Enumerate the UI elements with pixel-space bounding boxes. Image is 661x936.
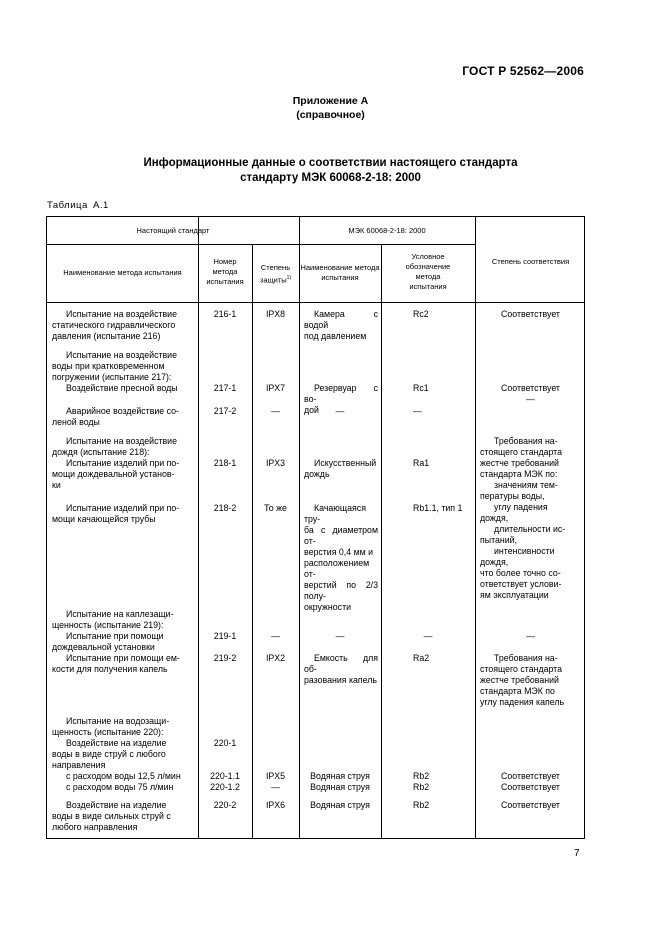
- cell-number: 217-2: [213, 406, 237, 416]
- cell-text-line: стандарта МЭК по:: [480, 469, 558, 479]
- cell-iec-code: Rb2: [413, 800, 430, 810]
- cell-text-line: испытания: [206, 277, 244, 286]
- cell-text-line: дой: [304, 405, 319, 415]
- cell-text-line: ки: [52, 480, 61, 490]
- cell-text-line: испытания: [321, 273, 359, 282]
- cell-protection: —: [271, 631, 280, 641]
- cell-text-line: Качающаяся тру-: [304, 503, 366, 524]
- cell-number: 218-1: [213, 458, 237, 468]
- cell-text-line: воды в виде сильных струй с: [52, 811, 171, 821]
- cell-text-line: Требования на-: [494, 653, 558, 663]
- cell-text-line: Испытание изделий при по-: [66, 458, 180, 468]
- col-header-conformity: Степень соответствия: [491, 257, 570, 266]
- cell-number: 220-1: [213, 738, 237, 748]
- cell-iec-method: Водяная струя: [310, 800, 370, 810]
- cell-text-line: —: [526, 394, 535, 404]
- cell-number: 220-1.1: [210, 771, 240, 781]
- cell-text-line: ответствует услови-: [480, 579, 562, 589]
- col-header-number: [198, 257, 252, 287]
- cell-text-line: дождевальной установки: [52, 642, 155, 652]
- cell-text-line: ям эксплуатации: [480, 590, 549, 600]
- cell-text-line: углу падения капель: [480, 697, 565, 707]
- cell-method: [52, 609, 194, 653]
- cell-conformity: Соответствует: [501, 771, 560, 781]
- cell-text-line: верстий по 2/3 полу-: [304, 580, 378, 601]
- cell-iec-code: Rb2: [413, 771, 430, 781]
- cell-text-line: дождя (испытание 218):: [52, 447, 150, 457]
- col-header-protection: [252, 263, 299, 286]
- cell-text-line: Воздействие на изделие: [66, 738, 167, 748]
- cell-text-line: Испытание на водозащи-: [66, 716, 170, 726]
- cell-method: [52, 350, 194, 394]
- cell-text-line: Условное: [411, 252, 445, 261]
- cell-text-line: направления: [52, 760, 106, 770]
- cell-conformity: —: [526, 631, 535, 641]
- cell-iec-method: Водяная струя: [310, 771, 370, 781]
- cell-text-line: защиты: [259, 275, 287, 285]
- cell-text-line: Испытание на воздействие: [66, 436, 177, 446]
- cell-method: [52, 716, 194, 771]
- cell-text-line: метода: [415, 272, 441, 281]
- cell-number: 216-1: [213, 309, 237, 319]
- cell-number: 217-1: [213, 383, 237, 393]
- group-header-right: МЭК 60068-2-18: 2000: [348, 226, 426, 235]
- cell-iec-code: Rb1.1, тип 1: [413, 503, 463, 513]
- col-divider: [299, 217, 300, 838]
- cell-conformity: [475, 383, 586, 405]
- cell-text-line: Номер: [213, 257, 237, 266]
- cell-text-line: интенсивности: [494, 546, 555, 556]
- col-header-iec-code: [381, 252, 475, 292]
- cell-number: 218-2: [213, 503, 237, 513]
- cell-protection: IPX2: [265, 653, 286, 663]
- cell-conformity: Соответствует: [501, 782, 560, 792]
- cell-text-line: леной воды: [52, 417, 100, 427]
- appendix-note: (справочное): [296, 109, 365, 121]
- cell-text-line: Испытание на воздействие: [66, 350, 177, 360]
- cell-text-line: пературы воды,: [480, 491, 545, 501]
- cell-text-line: разования капель: [304, 675, 377, 685]
- cell-text-line: дождя,: [480, 557, 509, 567]
- cell-protection: IPX6: [265, 800, 286, 810]
- cell-text-line: длительности ис-: [494, 524, 566, 534]
- cell-method: [52, 503, 194, 525]
- cell-method: [52, 436, 194, 491]
- col-divider: [381, 244, 382, 838]
- header-bottom: [47, 302, 584, 303]
- cell-text-line: Аварийное воздействие со-: [66, 406, 179, 416]
- cell-protection: То же: [264, 503, 287, 513]
- cell-text-line: верстия 0,4 мм и: [304, 547, 374, 557]
- cell-method: [52, 309, 194, 342]
- cell-text-line: Степень: [260, 263, 291, 272]
- document-code: ГОСТ Р 52562—2006: [462, 64, 584, 78]
- cell-text-line: дождь: [304, 469, 330, 479]
- cell-conformity: Соответствует: [501, 800, 560, 810]
- cell-text-line: погружении (испытание 217):: [52, 372, 172, 382]
- cell-iec-method: [304, 458, 378, 480]
- cell-iec-code: Ra2: [413, 653, 430, 663]
- cell-iec-code: Ra1: [413, 458, 430, 468]
- cell-text-line: давления (испытание 216): [52, 331, 161, 341]
- cell-protection: —: [271, 406, 280, 416]
- cell-text-line: Камера с водой: [304, 309, 378, 330]
- cell-text-line: защиты$^{1)}$: [259, 275, 292, 285]
- col-header-iec-method: [299, 263, 381, 283]
- cell-text-line: пытаний,: [480, 535, 518, 545]
- cell-method: [52, 653, 194, 675]
- cell-text-line: воды при кратковременном: [52, 361, 165, 371]
- cell-text-line: стоящего стандарта: [480, 447, 562, 457]
- cell-text-line: любого направления: [52, 822, 138, 832]
- cell-number: 219-1: [213, 631, 237, 641]
- cell-text-line: значениям тем-: [494, 480, 558, 490]
- cell-text-line: Воздействие на изделие: [66, 800, 167, 810]
- cell-text-line: Резервуар с во-: [304, 383, 378, 404]
- col-divider: [252, 244, 253, 838]
- cell-text-line: углу падения: [494, 502, 548, 512]
- cell-text-line: расположением от-: [304, 558, 370, 579]
- cell-iec-code: Rb2: [413, 782, 430, 792]
- cell-text-line: что более точно со-: [480, 568, 561, 578]
- appendix-title: Приложение А: [292, 95, 369, 107]
- cell-text-line: Испытание на воздействие: [66, 309, 177, 319]
- cell-protection: IPX8: [265, 309, 286, 319]
- cell-text-line: Требования на-: [494, 436, 558, 446]
- cell-iec-code: Rc1: [413, 383, 429, 393]
- cell-method: [52, 800, 194, 833]
- cell-text-line: под давлением: [304, 331, 367, 341]
- cell-text-line: ба с диаметром от-: [304, 525, 378, 546]
- cell-protection: IPX5: [265, 771, 286, 781]
- cell-iec-method: —: [335, 406, 345, 416]
- cell-iec-method: —: [335, 631, 345, 641]
- cell-iec-method: [304, 503, 378, 613]
- cell-text-line: Соответствует: [501, 383, 560, 393]
- cell-text-line: Емкость для об-: [304, 653, 378, 674]
- cell-protection: —: [271, 782, 280, 792]
- cell-iec-method: [304, 309, 378, 342]
- cell-protection: IPX3: [265, 458, 286, 468]
- cell-text-line: кости для получения капель: [52, 664, 168, 674]
- cell-text-line: мощи дождевальной установ-: [52, 469, 175, 479]
- cell-method: с расходом воды 75 л/мин: [66, 782, 174, 792]
- cell-number: 220-1.2: [210, 782, 240, 792]
- cell-text-line: щенность (испытание 219):: [52, 620, 164, 630]
- cell-text-line: статического гидравлического: [52, 320, 176, 330]
- cell-text-line: метода: [212, 267, 238, 276]
- cell-text-line: Воздействие пресной воды: [66, 383, 178, 393]
- cell-text-line: воды в виде струй с любого: [52, 749, 166, 759]
- cell-method: с расходом воды 12,5 л/мин: [66, 771, 181, 781]
- cell-conformity-note: [480, 436, 582, 601]
- cell-text-line: Испытание при помощи: [66, 631, 164, 641]
- cell-iec-code: Rc2: [413, 309, 429, 319]
- cell-protection: IPX7: [265, 383, 286, 393]
- cell-number: 220-2: [213, 800, 237, 810]
- cell-iec-method: Водяная струя: [310, 782, 370, 792]
- group-header-left: Настоящий стандарт: [136, 226, 210, 235]
- cell-iec-method: [304, 653, 378, 686]
- page-title-line1: Информационные данные о соответствии настоящего стандарта: [143, 157, 518, 169]
- cell-text-line: жестче требований: [480, 458, 559, 468]
- cell-text-line: Наименование метода: [300, 263, 380, 272]
- cell-text-line: дождя,: [480, 513, 509, 523]
- cell-number: 219-2: [213, 653, 237, 663]
- page-number: 7: [574, 848, 580, 859]
- cell-text-line: жестче требований: [480, 675, 559, 685]
- cell-iec-code: —: [413, 406, 422, 416]
- table-caption-word: Таблица: [47, 200, 88, 211]
- page-title-line2: стандарту МЭК 60068-2-18: 2000: [240, 172, 421, 184]
- table-caption: [47, 200, 109, 211]
- cell-text-line: окружности: [304, 602, 352, 612]
- cell-text-line: мощи качающейся трубы: [52, 514, 156, 524]
- header-divider: [47, 244, 475, 245]
- cell-text-line: Искусственный: [314, 458, 377, 468]
- cell-text-line: стандарта МЭК по: [480, 686, 555, 696]
- cell-text-line: щенность (испытание 220):: [52, 727, 164, 737]
- cell-conformity: Соответствует: [501, 309, 560, 319]
- cell-text-line: испытания: [409, 282, 447, 291]
- cell-method: [52, 406, 194, 428]
- cell-conformity-note: [480, 653, 582, 708]
- col-header-method: Наименование метода испытания: [63, 268, 182, 277]
- conformity-table: [46, 216, 585, 839]
- cell-text-line: стоящего стандарта: [480, 664, 562, 674]
- cell-text-line: Испытание при помощи ем-: [66, 653, 180, 663]
- cell-text-line: обозначение: [405, 262, 451, 271]
- cell-text-line: Испытание изделий при по-: [66, 503, 180, 513]
- cell-text-line: Испытание на каплезащи-: [66, 609, 174, 619]
- cell-iec-code: —: [423, 631, 433, 641]
- table-caption-number: А.1: [93, 200, 109, 211]
